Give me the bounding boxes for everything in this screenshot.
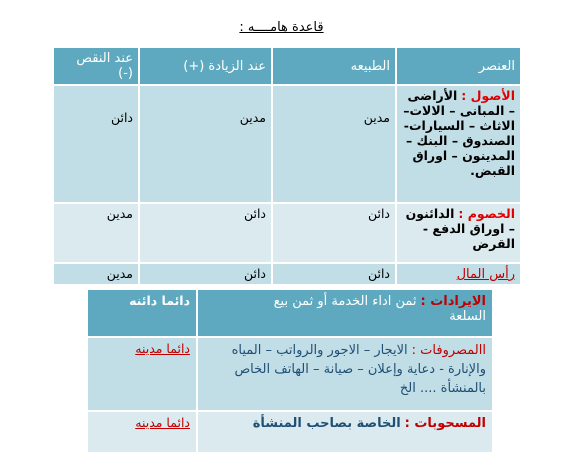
withdrawals-status-cell — [87, 411, 197, 453]
assets-cell — [396, 85, 521, 203]
capital-cell — [396, 263, 521, 285]
table-row-liabilities — [53, 203, 521, 263]
header-nature: الطبيعه — [272, 47, 396, 85]
table-header-row — [53, 47, 521, 85]
expenses-status: دائما مدينه — [135, 341, 190, 356]
capital-nature: دائن — [272, 263, 396, 285]
page-title — [0, 20, 563, 35]
withdrawals-cell — [197, 411, 493, 453]
assets-label: الأصول : — [461, 88, 515, 103]
assets-decrease: دائن — [53, 85, 139, 203]
liabilities-label: الخصوم : — [458, 206, 515, 221]
table-row-assets — [53, 85, 521, 203]
withdrawals-label: المسحوبات : — [404, 416, 486, 431]
header-decrease: عند النقص (-) — [53, 47, 139, 85]
revenues-status: دائما دائنه — [129, 293, 190, 308]
revenues-text-2: السلعة — [449, 309, 486, 324]
table-row-capital — [53, 263, 521, 285]
liabilities-cell — [396, 203, 521, 263]
liabilities-nature: دائن — [272, 203, 396, 263]
rules-table — [52, 46, 522, 286]
revenues-cell — [197, 289, 493, 337]
table-row-revenues — [87, 289, 493, 337]
expenses-label: االمصروفات : — [411, 343, 486, 358]
assets-increase: مدين — [139, 85, 272, 203]
liabilities-desc: الدائنون – اوراق الدفع - القرض — [405, 206, 515, 251]
capital-increase: دائن — [139, 263, 272, 285]
header-increase: عند الزيادة (+) — [139, 47, 272, 85]
table-row-withdrawals — [87, 411, 493, 453]
liabilities-decrease: مدين — [53, 203, 139, 263]
revenues-status-cell — [87, 289, 197, 337]
assets-nature: مدين — [272, 85, 396, 203]
title-text: قاعدة هامــــه : — [239, 20, 324, 35]
revenues-text: ثمن اداء الخدمة أو ثمن بيع — [273, 294, 417, 309]
capital-decrease: مدين — [53, 263, 139, 285]
expenses-status-cell — [87, 337, 197, 411]
table-row-expenses — [87, 337, 493, 411]
expenses-cell — [197, 337, 493, 411]
liabilities-increase: دائن — [139, 203, 272, 263]
accounts-table — [86, 288, 494, 454]
withdrawals-text: الخاصة بصاحب المنشأة — [252, 416, 401, 431]
withdrawals-status: دائما مدينه — [135, 415, 190, 430]
expenses-text: الايجار – الاجور والرواتب – المياه والإنارة - دعاية وإعلان – صيانة – الهاتف الخاص بالمنشأة .... الخ — [231, 343, 486, 396]
assets-desc: الأراضى – المبانى – الالات– الاثاث – السيارات- الصندوق – البنك – المدينون – اوراق القبض. — [403, 88, 515, 178]
revenues-label: الايرادات : — [420, 294, 486, 309]
capital-label: رأس المال — [456, 267, 515, 282]
header-element: العنصر — [396, 47, 521, 85]
